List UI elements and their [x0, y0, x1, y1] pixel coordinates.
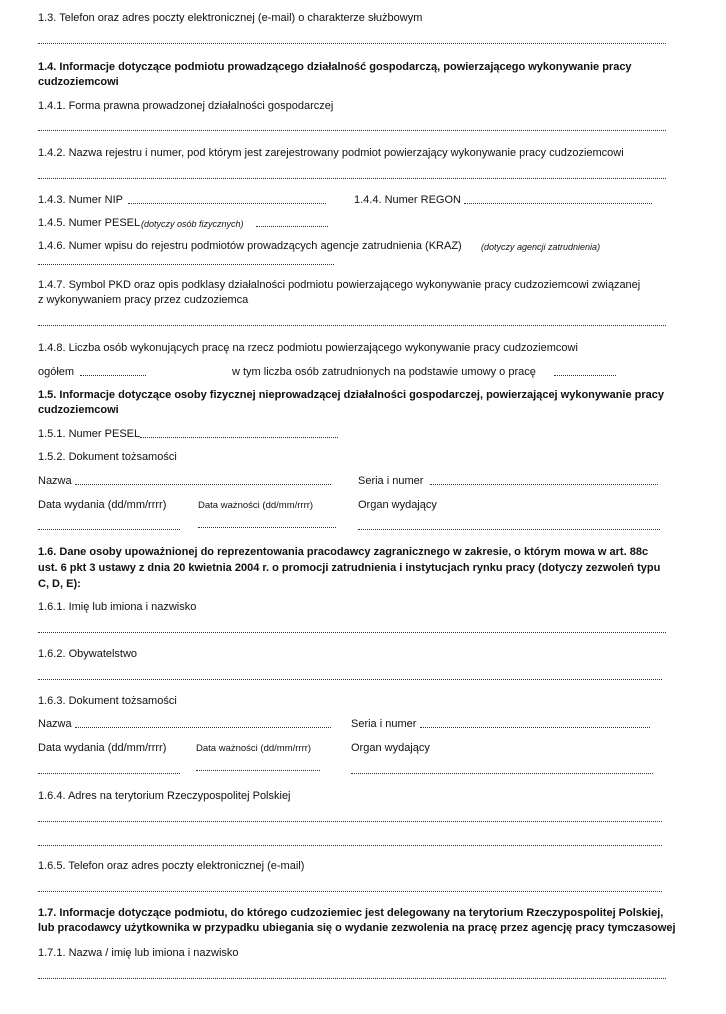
field-label-1-6-4: 1.6.4. Adres na terytorium Rzeczypospolitej Polskiej [38, 790, 291, 802]
field-label-1-4-5: 1.4.5. Numer PESEL [38, 217, 141, 229]
field-label-1-3: 1.3. Telefon oraz adres poczty elektronicznej (e-mail) o charakterze służbowym [38, 12, 423, 24]
input-organ-1-6[interactable] [351, 773, 653, 774]
field-label-1-4-8: 1.4.8. Liczba osób wykonujących pracę na rzecz podmiotu powierzającego wykonywanie pracy cudzoziemcowi [38, 342, 578, 354]
input-line-1-3[interactable] [38, 43, 666, 44]
section-heading-1-6-cont: ust. 6 pkt 3 ustawy z dnia 20 kwietnia 2004 r. o promocji zatrudnienia i instytucjach rynku pracy (dotyczy zezwoleń typu [38, 562, 661, 574]
input-regon[interactable] [464, 203, 652, 204]
input-line-1-4-2[interactable] [38, 178, 666, 179]
input-line-1-6-2[interactable] [38, 679, 662, 680]
section-heading-1-4: 1.4. Informacje dotyczące podmiotu prowadzącego działalność gospodarczą, powierzającego wykonywanie pracy [38, 61, 632, 73]
input-line-1-4-1[interactable] [38, 130, 666, 131]
field-label-1-6-2: 1.6.2. Obywatelstwo [38, 648, 138, 660]
input-nazwa-1-6[interactable] [75, 727, 331, 728]
section-heading-1-7-cont: lub pracodawcy użytkownika w przypadku ubiegania się o wydanie zezwolenia na pracę przez agencję pracy tymczasowej [38, 922, 676, 934]
input-ogolem[interactable] [80, 375, 146, 376]
input-pesel-1-4-5[interactable] [256, 226, 328, 227]
input-data-waznosci-1-6[interactable] [196, 770, 320, 771]
field-label-1-4-4: 1.4.4. Numer REGON [354, 194, 461, 206]
input-seria[interactable] [430, 484, 658, 485]
field-label-1-5-1: 1.5.1. Numer PESEL [38, 428, 141, 440]
field-label-1-4-6: 1.4.6. Numer wpisu do rejestru podmiotów prowadzących agencje zatrudnienia (KRAZ) [38, 240, 462, 252]
input-organ[interactable] [358, 529, 660, 530]
input-line-1-4-7[interactable] [38, 325, 666, 326]
input-line-1-7-1[interactable] [38, 978, 666, 979]
input-pesel-1-5-1[interactable] [140, 437, 338, 438]
field-label-1-4-2: 1.4.2. Nazwa rejestru i numer, pod którym jest zarejestrowany podmiot powierzający wykonywanie pracy cudzoziemcowi [38, 147, 624, 159]
section-heading-1-6: 1.6. Dane osoby upoważnionej do reprezentowania pracodawcy zagranicznego w zakresie, o którym mowa w art. 88c [38, 546, 649, 558]
field-label-data-wydania: Data wydania (dd/mm/rrrr) [38, 499, 167, 511]
input-kraz[interactable] [38, 264, 334, 265]
input-line-1-6-4-b[interactable] [38, 845, 662, 846]
field-label-nazwa: Nazwa [38, 475, 72, 487]
field-label-1-4-7: 1.4.7. Symbol PKD oraz opis podklasy działalności podmiotu powierzającego wykonywanie pracy cudzoziemcowi związanej [38, 279, 641, 291]
section-heading-1-5: 1.5. Informacje dotyczące osoby fizycznej nieprowadzącej działalności gospodarczej, powierzającej wykonywanie pracy [38, 389, 664, 401]
input-line-1-6-5[interactable] [38, 891, 662, 892]
field-label-data-wydania-1-6: Data wydania (dd/mm/rrrr) [38, 742, 167, 754]
field-label-1-4-3: 1.4.3. Numer NIP [38, 194, 123, 206]
field-label-seria-1-6: Seria i numer [351, 718, 417, 730]
field-label-1-7-1: 1.7.1. Nazwa / imię lub imiona i nazwisko [38, 947, 239, 959]
input-nip[interactable] [128, 203, 326, 204]
input-seria-1-6[interactable] [420, 727, 650, 728]
input-nazwa[interactable] [75, 484, 331, 485]
input-data-wydania[interactable] [38, 529, 180, 530]
input-umowa[interactable] [554, 375, 616, 376]
field-label-seria: Seria i numer [358, 475, 424, 487]
field-label-data-waznosci-1-6: Data ważności (dd/mm/rrrr) [196, 743, 312, 754]
field-label-1-6-5: 1.6.5. Telefon oraz adres poczty elektronicznej (e-mail) [38, 860, 305, 872]
field-label-organ-1-6: Organ wydający [351, 742, 430, 754]
input-line-1-6-4-a[interactable] [38, 821, 662, 822]
input-data-waznosci[interactable] [198, 527, 336, 528]
section-heading-1-6-cont2: C, D, E): [38, 578, 81, 590]
field-label-nazwa-1-6: Nazwa [38, 718, 72, 730]
field-label-1-4-1: 1.4.1. Forma prawna prowadzonej działalności gospodarczej [38, 100, 334, 112]
field-label-ogolem: ogółem [38, 366, 75, 378]
section-heading-1-5-cont: cudzoziemcowi [38, 404, 119, 416]
field-label-organ: Organ wydający [358, 499, 437, 511]
field-note-1-4-6: (dotyczy agencji zatrudnienia) [481, 242, 601, 252]
input-data-wydania-1-6[interactable] [38, 773, 180, 774]
field-label-1-6-1: 1.6.1. Imię lub imiona i nazwisko [38, 601, 197, 613]
field-label-umowa: w tym liczba osób zatrudnionych na podstawie umowy o pracę [232, 366, 536, 378]
section-heading-1-7: 1.7. Informacje dotyczące podmiotu, do którego cudzoziemiec jest delegowany na terytorium Rzeczypospolitej Polskiej, [38, 907, 664, 919]
field-note-1-4-5: (dotyczy osób fizycznych) [141, 219, 244, 229]
field-label-1-5-2: 1.5.2. Dokument tożsamości [38, 451, 177, 463]
field-label-1-4-7-cont: z wykonywaniem pracy przez cudzoziemca [38, 294, 249, 306]
input-line-1-6-1[interactable] [38, 632, 666, 633]
field-label-data-waznosci: Data ważności (dd/mm/rrrr) [198, 500, 314, 511]
section-heading-1-4-cont: cudzoziemcowi [38, 76, 119, 88]
field-label-1-6-3: 1.6.3. Dokument tożsamości [38, 695, 177, 707]
